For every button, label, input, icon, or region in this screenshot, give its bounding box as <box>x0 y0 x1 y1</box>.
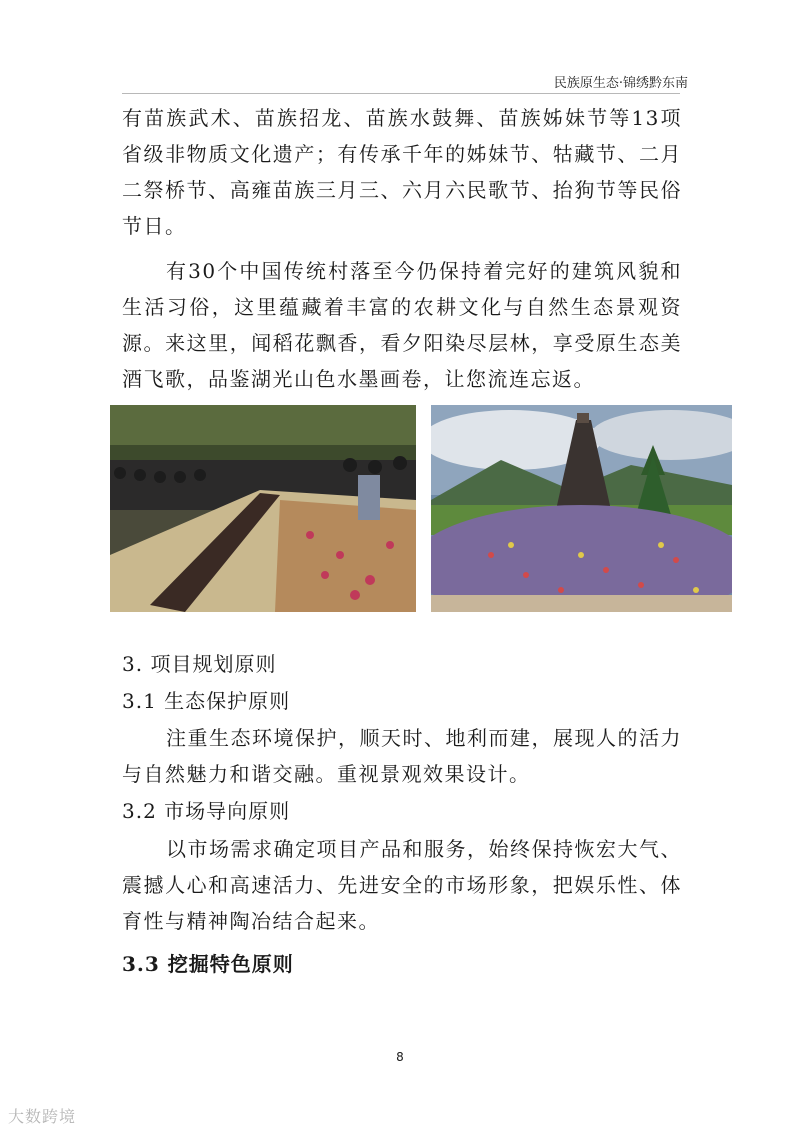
paragraph-villages <box>122 253 682 397</box>
festival-photo <box>110 405 416 612</box>
header-divider <box>122 93 680 94</box>
section-3-1-body <box>122 720 682 792</box>
drum-tower-photo-image <box>431 405 732 612</box>
paragraph-text: 有30个中国传统村落至今仍保持着完好的建筑风貌和生活习俗，这里蕴藏着丰富的农耕文化与自然生态景观资源。来这里，闻稻花飘香，看夕阳染尽层林，享受原生态美酒飞歌，品鉴湖光山色水墨画卷，让您流连忘返。 <box>122 259 682 391</box>
section-3-3-heading: 3.3 挖掘特色原则 <box>122 952 294 976</box>
paragraph-text: 有苗族武术、苗族招龙、苗族水鼓舞、苗族姊妹节等13项省级非物质文化遗产；有传承千年的姊妹节、牯藏节、二月二祭桥节、高雍苗族三月三、六月六民歌节、抬狗节等民俗节日。 <box>122 106 682 238</box>
watermark: 大数跨境 <box>8 1107 77 1126</box>
paragraph-text: 以市场需求确定项目产品和服务，始终保持恢宏大气、震撼人心和高速活力、先进安全的市场形象，把娱乐性、体育性与精神陶冶结合起来。 <box>122 837 682 933</box>
section-3-2-heading: 3.2 市场导向原则 <box>122 799 291 823</box>
page-number: 8 <box>396 1050 404 1064</box>
section-3-heading: 3. 项目规划原则 <box>122 652 277 676</box>
section-3-1-heading: 3.1 生态保护原则 <box>122 689 291 713</box>
paragraph-text: 注重生态环境保护，顺天时、地利而建，展现人的活力与自然魅力和谐交融。重视景观效果设计。 <box>122 726 682 786</box>
festival-photo-image <box>110 405 416 612</box>
paragraph-heritage <box>122 100 682 244</box>
drum-tower-photo <box>431 405 732 612</box>
running-header: 民族原生态·锦绣黔东南 <box>553 76 688 91</box>
section-3-2-body <box>122 831 682 939</box>
